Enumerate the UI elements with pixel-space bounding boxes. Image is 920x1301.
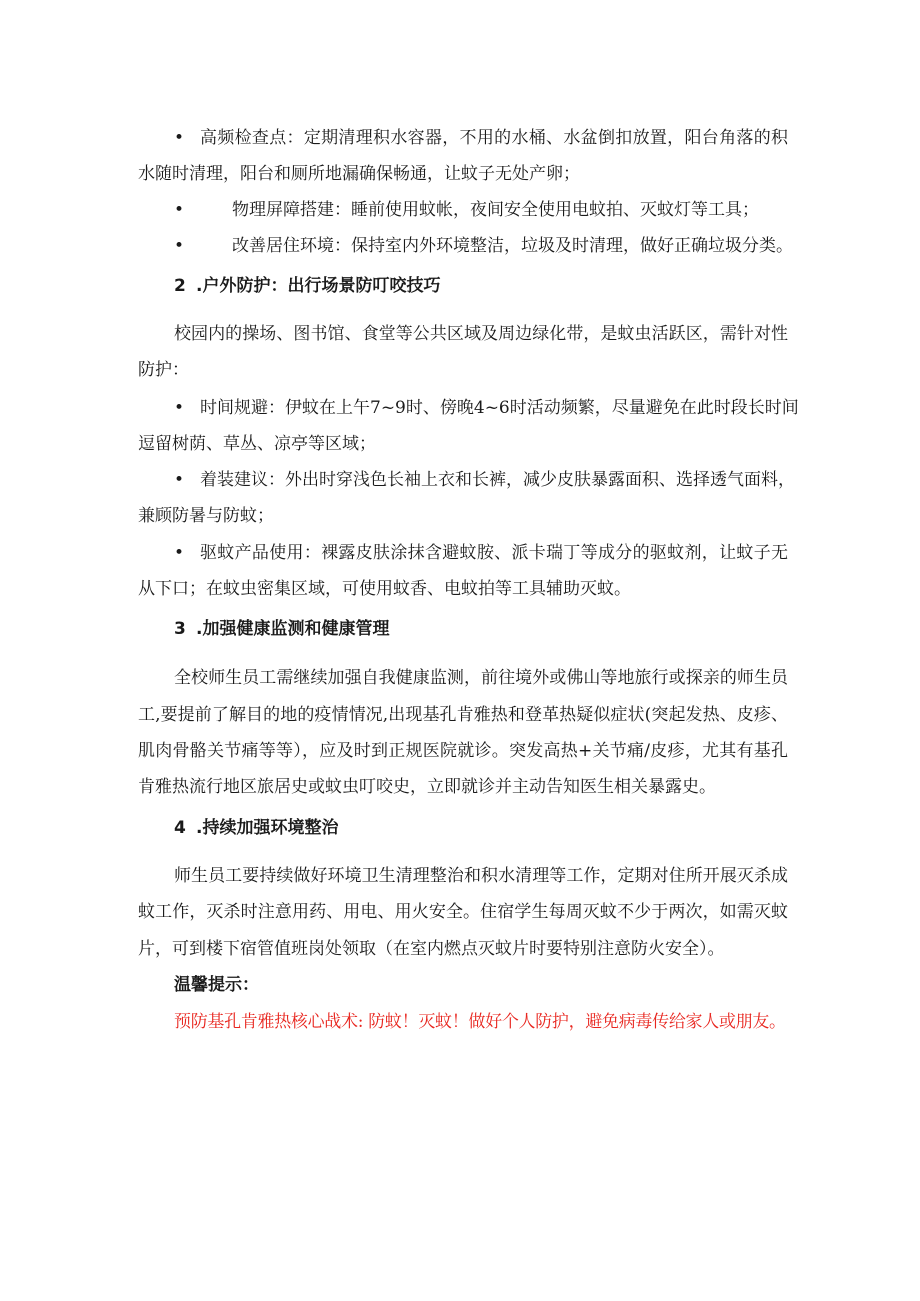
section-3-para-line-4: 肯雅热流行地区旅居史或蚊虫叮咬史，立即就诊并主动告知医生相关暴露史。	[138, 777, 716, 797]
bullet-home-3: •	[174, 236, 185, 256]
section-3-para-line-2: 工,要提前了解目的地的疫情情况,出现基孔肯雅热和登革热疑似症状(突起发热、皮疹、	[138, 705, 788, 725]
section-4-para-line-2: 蚊工作，灭杀时注意用药、用电、用火安全。住宿学生每周灭蚊不少于两次，如需灭蚊	[138, 902, 788, 922]
tip-text: 预防基孔肯雅热核心战术: 防蚊！灭蚊！做好个人防护，避免病毒传给家人或朋友。	[174, 1012, 786, 1032]
home-bullet-1-line-2: 水随时清理，阳台和厕所地漏确保畅通，让蚊子无处产卵；	[138, 164, 580, 184]
outdoor-bullet-2-line-1: 着装建议：外出时穿浅色长袖上衣和长裤，减少皮肤暴露面积、选择透气面料，	[200, 470, 795, 490]
section-3-para-line-3: 肌肉骨骼关节痛等等），应及时到正规医院就诊。突发高热+关节痛/皮疹，尤其有基孔	[138, 741, 788, 761]
section-2-intro-line-1: 校园内的操场、图书馆、食堂等公共区域及周边绿化带，是蚊虫活跃区，需针对性	[174, 324, 788, 344]
section-3-number: 3	[174, 619, 186, 639]
outdoor-bullet-1-line-1: 时间规避：伊蚊在上午7~9时、傍晚4~6时活动频繁，尽量避免在此时段长时间	[200, 398, 799, 418]
outdoor-bullet-3-line-2: 从下口；在蚊虫密集区域，可使用蚊香、电蚊拍等工具辅助灭蚊。	[138, 579, 631, 599]
section-2-title: .户外防护：出行场景防叮咬技巧	[196, 276, 441, 296]
home-bullet-1-line-1: 高频检查点：定期清理积水容器，不用的水桶、水盆倒扣放置，阳台角落的积	[200, 128, 788, 148]
bullet-outdoor-3: •	[174, 543, 185, 563]
section-4-para-line-1: 师生员工要持续做好环境卫生清理整治和积水清理等工作，定期对住所开展灭杀成	[174, 866, 788, 886]
section-4-title: .持续加强环境整治	[196, 818, 339, 838]
section-4-para-line-3: 片，可到楼下宿管值班岗处领取（在室内燃点灭蚊片时要特别注意防火安全）。	[138, 939, 725, 959]
section-2-heading	[174, 274, 824, 298]
section-4-heading	[174, 816, 824, 840]
bullet-outdoor-2: •	[174, 470, 185, 490]
bullet-home-1: •	[174, 128, 185, 148]
section-3-title: .加强健康监测和健康管理	[196, 619, 390, 639]
home-bullet-3: 改善居住环境：保持室内外环境整洁，垃圾及时清理，做好正确垃圾分类。	[232, 236, 793, 256]
tip-title: 温馨提示：	[174, 975, 259, 995]
bullet-home-2: •	[174, 200, 185, 220]
outdoor-bullet-1-line-2: 逗留树荫、草丛、凉亭等区域；	[138, 434, 376, 454]
home-bullet-2: 物理屏障搭建：睡前使用蚊帐，夜间安全使用电蚊拍、灭蚊灯等工具；	[232, 200, 759, 220]
section-4-number: 4	[174, 818, 186, 838]
bullet-outdoor-1: •	[174, 398, 185, 418]
section-2-intro-line-2: 防护：	[138, 360, 189, 380]
section-3-para-line-1: 全校师生员工需继续加强自我健康监测，前往境外或佛山等地旅行或探亲的师生员	[174, 668, 788, 688]
section-2-number: 2	[174, 276, 186, 296]
section-3-heading	[174, 617, 824, 641]
outdoor-bullet-2-line-2: 兼顾防暑与防蚊；	[138, 506, 274, 526]
outdoor-bullet-3-line-1: 驱蚊产品使用：裸露皮肤涂抹含避蚊胺、派卡瑞丁等成分的驱蚊剂，让蚊子无	[200, 543, 788, 563]
